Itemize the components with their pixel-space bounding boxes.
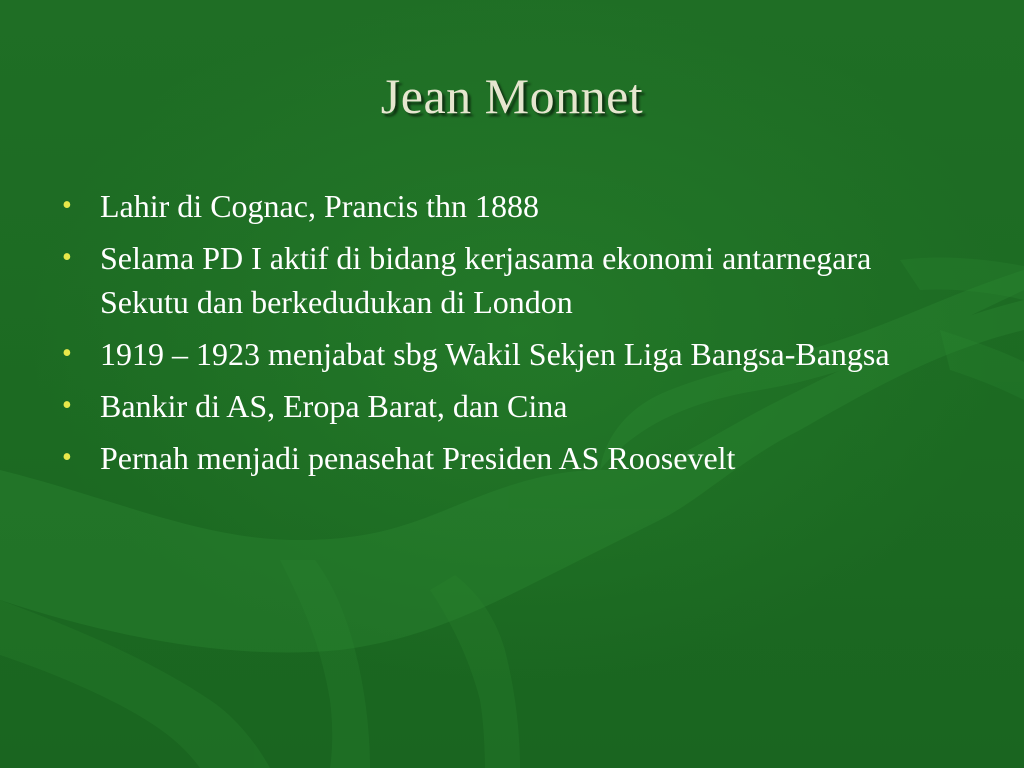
bullet-text: Selama PD I aktif di bidang kerjasama ekonomi antarnegara Sekutu dan berkedudukan di London <box>100 240 872 320</box>
bullet-text: Bankir di AS, Eropa Barat, dan Cina <box>100 388 568 424</box>
list-item <box>60 184 960 228</box>
list-item <box>60 332 960 376</box>
bullet-text: 1919 – 1923 menjabat sbg Wakil Sekjen Liga Bangsa-Bangsa <box>100 336 890 372</box>
bullet-dot-icon: • <box>62 190 72 221</box>
list-item <box>60 436 960 480</box>
bullet-dot-icon: • <box>62 390 72 421</box>
bullet-list <box>60 184 960 488</box>
bullet-dot-icon: • <box>62 338 72 369</box>
bullet-dot-icon: • <box>62 242 72 273</box>
list-item <box>60 384 960 428</box>
bullet-text: Pernah menjadi penasehat Presiden AS Roosevelt <box>100 440 736 476</box>
bullet-dot-icon: • <box>62 442 72 473</box>
bullet-text: Lahir di Cognac, Prancis thn 1888 <box>100 188 540 224</box>
list-item <box>60 236 960 324</box>
slide-title: Jean Monnet <box>380 68 644 124</box>
